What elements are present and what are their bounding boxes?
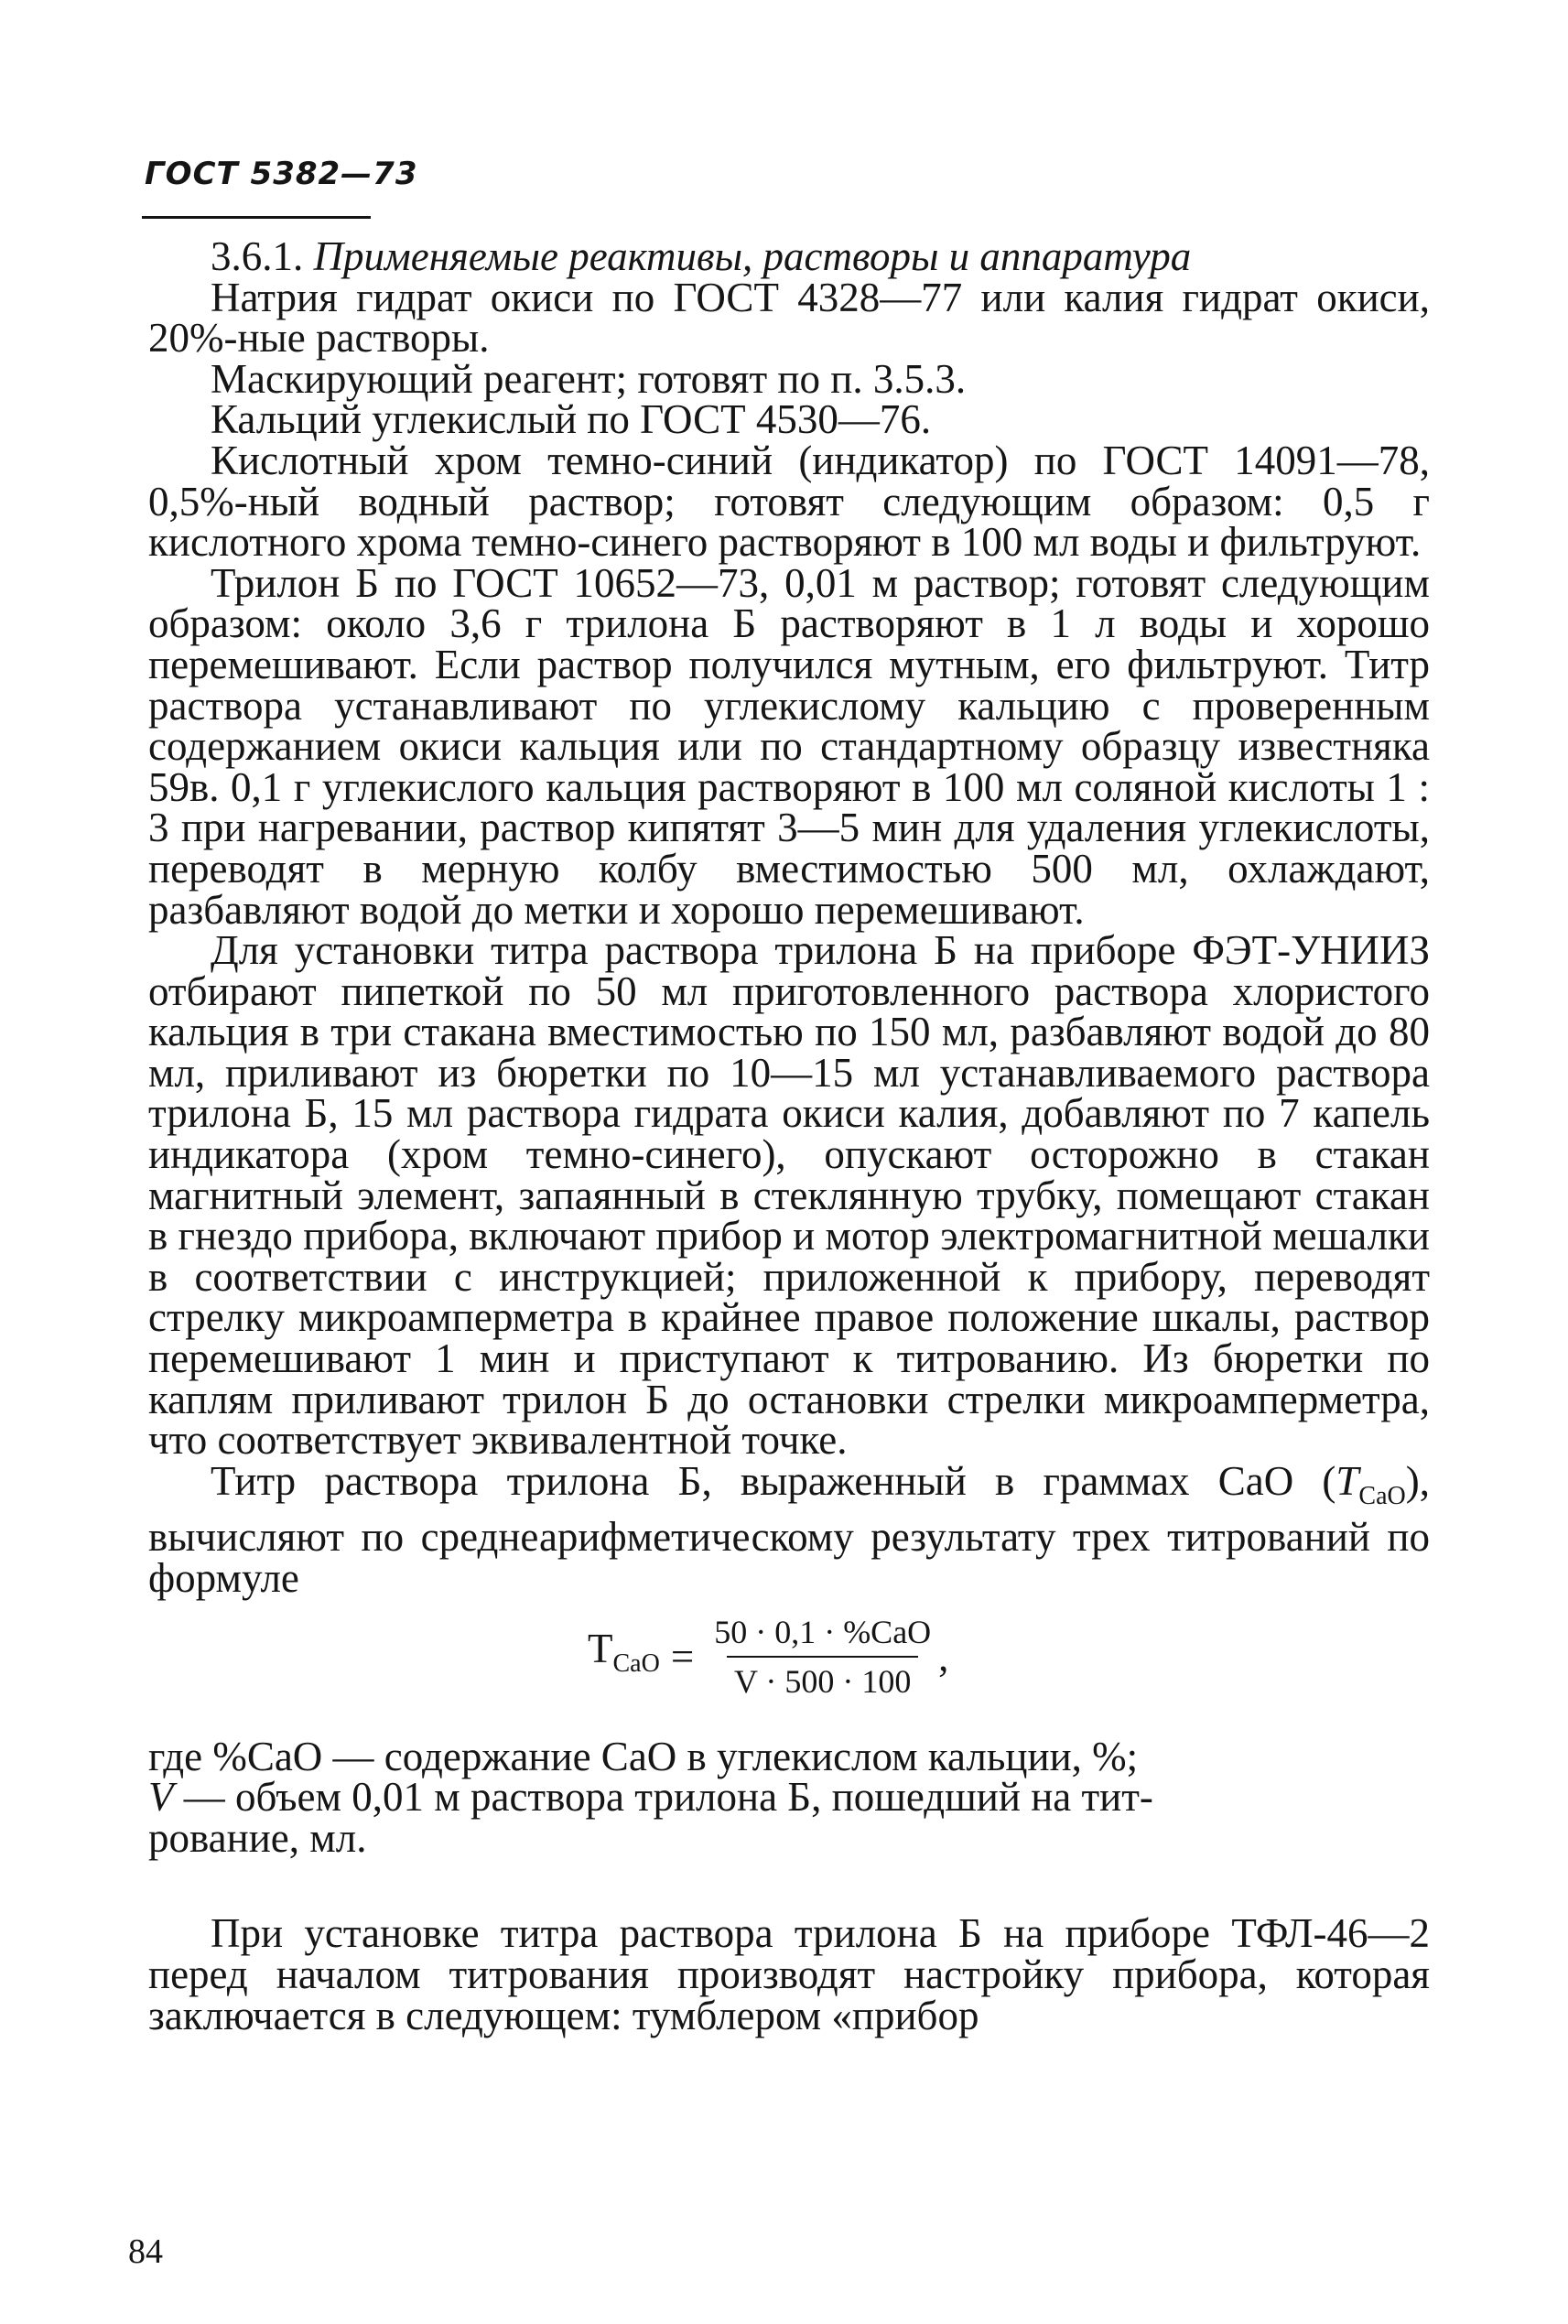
formula-denominator: V · 500 · 100 (727, 1656, 918, 1702)
titre-symbol: T (1336, 1457, 1359, 1504)
formula-block (148, 1599, 1430, 1736)
definition-v (148, 1774, 1430, 1821)
formula-lhs (588, 1628, 660, 1685)
formula-fraction (707, 1612, 938, 1702)
header-rule (142, 216, 371, 219)
section-number: 3.6.1. (211, 233, 304, 279)
definition-v-symbol: V (148, 1774, 174, 1821)
paragraph: Кальций углекислый по ГОСТ 4530—76. (211, 396, 932, 443)
paragraph: Кислотный хром темно-синий (индикатор) по ГОСТ 14091—78, 0,5%-ный водный раствор; готовят следующим образом: 0,5 г кислотного хрома темно-синего растворяют в 100 мл воды и фильтруют. (148, 437, 1430, 566)
definition-v-text: — объем 0,01 м раствора трилона Б, пошедший на тит- (173, 1774, 1153, 1821)
paragraph (148, 1457, 1430, 1601)
titre-formula (588, 1612, 948, 1702)
document-header: ГОСТ 5382—73 (145, 156, 418, 192)
titre-subscript: CaO (1358, 1481, 1406, 1510)
section-heading (148, 233, 1430, 279)
paragraph: Маскирующий реагент; готовят по п. 3.5.3. (211, 355, 967, 402)
definition-v-continued: рование, мл. (148, 1814, 367, 1861)
formula-lhs-subscript: CaO (612, 1649, 660, 1679)
formula-trail: , (938, 1633, 949, 1680)
paragraph-text: ), вычисляют по среднеарифметическому результату трех титрований по формуле (148, 1457, 1430, 1601)
formula-numerator: 50 · 0,1 · %CaO (714, 1613, 932, 1650)
paragraph: Трилон Б по ГОСТ 10652—73, 0,01 м раствор; готовят следующим образом: около 3,6 г трилона Б растворяют в 1 л воды и хорошо перемешивают. Если раствор получился мутным, его фильтруют. Титр раствора устанавливают по углекислому кальцию с проверенным содержанием окиси кальция или по стандартному образцу известняка 59в. 0,1 г углекислого кальция растворяют в 100 мл соляной кислоты 1 : 3 при нагревании, раствор кипятят 3—5 мин для удаления углекислоты, переводят в мерную колбу вместимостью 500 мл, охлаждают, разбавляют водой до метки и хорошо перемешивают. (148, 559, 1430, 933)
definition-cao: где %CaO — содержание CaO в углекислом кальции, %; (148, 1733, 1139, 1779)
page-number: 84 (128, 2232, 163, 2271)
body-text (148, 233, 1430, 2038)
spacer (148, 1858, 1430, 1913)
formula-lhs-symbol: T (588, 1626, 613, 1672)
paragraph: Для установки титра раствора трилона Б на приборе ФЭТ-УНИИЗ отбирают пипеткой по 50 мл приготовленного раствора хлористого кальция в три стакана вместимостью по 150 мл, разбавляют водой до 80 мл, приливают из бюретки по 10—15 мл устанавливаемого раствора трилона Б, 15 мл раствора гидрата окиси калия, добавляют по 7 капель индикатора (хром темно-синего), опускают осторожно в стакан магнитный элемент, запаянный в стеклянную трубку, помещают стакан в гнездо прибора, включают прибор и мотор электромагнитной мешалки в соответствии с инструкцией; приложенной к прибору, переводят стрелку микроамперметра в крайнее правое положение шкалы, раствор перемешивают 1 мин и приступают к титрованию. Из бюретки по каплям приливают трилон Б до остановки стрелки микроамперметра, что соответствует эквивалентной точке. (148, 927, 1430, 1464)
last-paragraph: При установке титра раствора трилона Б на приборе ТФЛ-46—2 перед началом титрования производят настройку прибора, которая заключается в следующем: тумблером «прибор (148, 1910, 1430, 2038)
paragraph: Натрия гидрат окиси по ГОСТ 4328—77 или калия гидрат окиси, 20%-ные растворы. (148, 274, 1430, 362)
formula-equals: = (670, 1633, 695, 1680)
section-title: Применяемые реактивы, растворы и аппаратура (313, 233, 1192, 279)
paragraph-text: Титр раствора трилона Б, выраженный в граммах CaO ( (211, 1457, 1336, 1504)
